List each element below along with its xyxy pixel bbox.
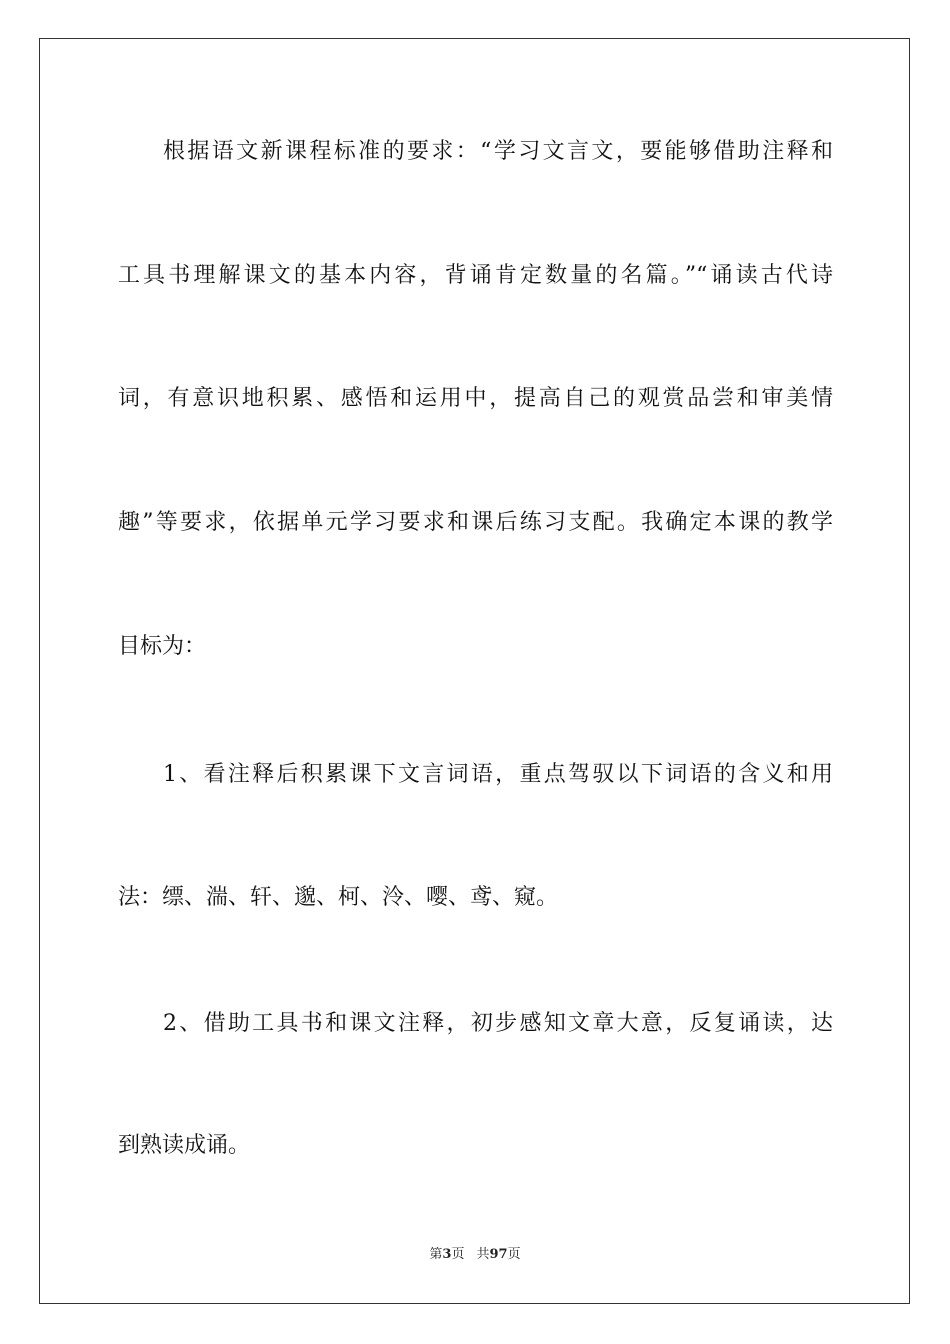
- paragraph-3-line-2: 到熟读成诵。: [118, 1133, 251, 1158]
- page-footer: [0, 1246, 950, 1264]
- footer-total-suffix: 页: [507, 1247, 521, 1262]
- footer-page-suffix: 页: [451, 1247, 465, 1262]
- footer-page-prefix: 第: [429, 1247, 443, 1262]
- paragraph-2-line-1: 1、看注释后积累课下文言词语，重点驾驭以下词语的含义和用: [163, 762, 833, 787]
- footer-page-number: 3: [442, 1247, 452, 1262]
- paragraph-2-line-2: 法：缥、湍、轩、邈、柯、泠、嘤、鸢、窥。: [118, 885, 559, 910]
- footer-total-prefix: 共: [476, 1247, 490, 1262]
- paragraph-1-line-2: 工具书理解课文的基本内容，背诵肯定数量的名篇。”“诵读古代诗: [118, 263, 833, 288]
- paragraph-1-line-4: 趣”等要求，依据单元学习要求和课后练习支配。我确定本课的教学: [118, 510, 833, 535]
- paragraph-1-line-1: 根据语文新课程标准的要求：“学习文言文，要能够借助注释和: [163, 139, 833, 164]
- footer-total-pages: 97: [489, 1247, 508, 1262]
- paragraph-3-line-1: 2、借助工具书和课文注释，初步感知文章大意，反复诵读，达: [163, 1011, 833, 1036]
- paragraph-1-line-5: 目标为：: [118, 634, 207, 659]
- paragraph-1-line-3: 词，有意识地积累、感悟和运用中，提高自己的观赏品尝和审美情: [118, 386, 833, 411]
- page-border: [39, 38, 910, 1304]
